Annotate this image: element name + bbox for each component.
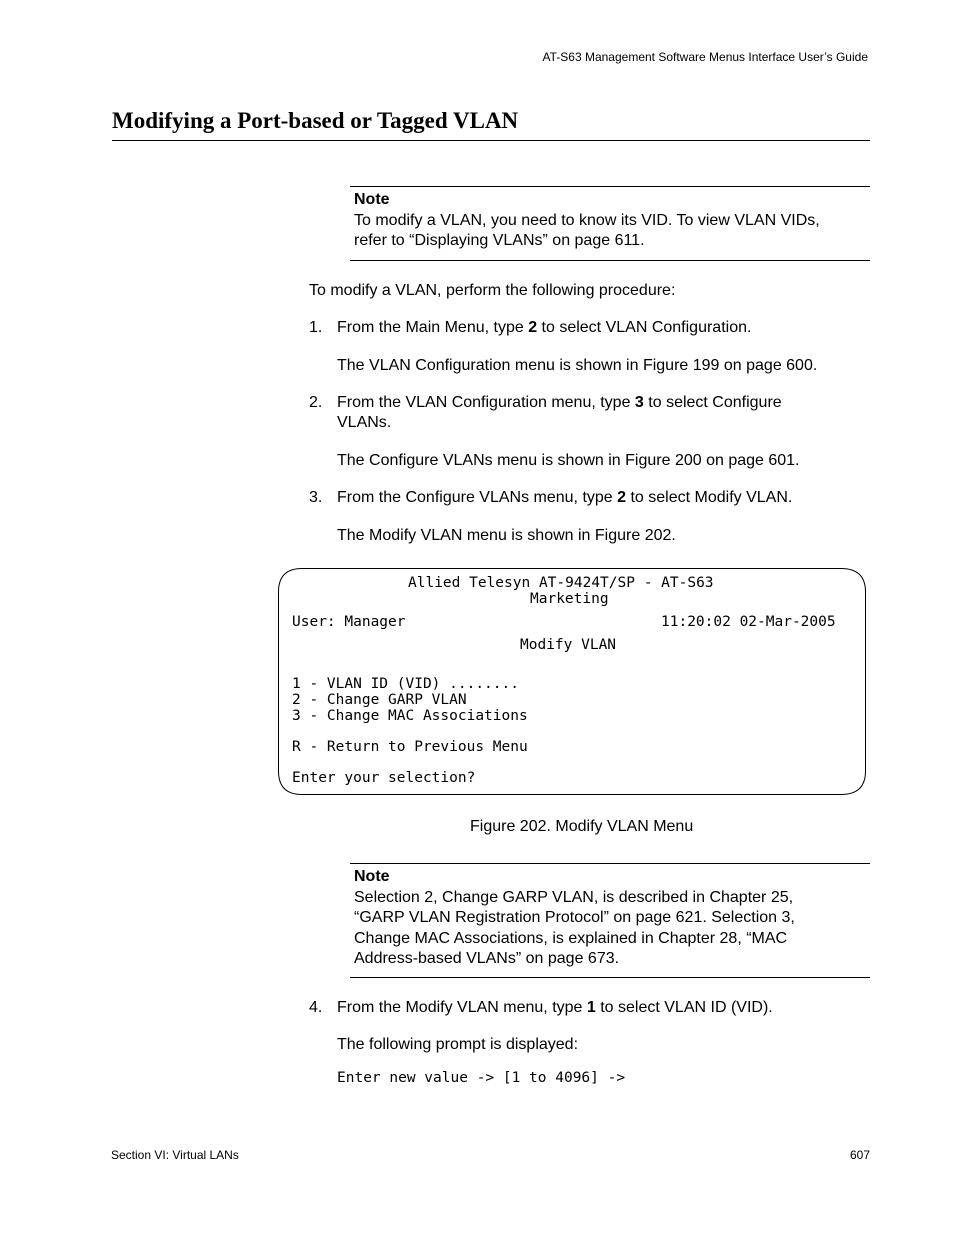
step-number: 2. — [309, 394, 323, 411]
step-text-pre: From the VLAN Configuration menu, type — [337, 394, 635, 411]
terminal-menu-title: Modify VLAN — [520, 637, 617, 653]
step-text — [337, 393, 857, 433]
terminal-user: User: Manager — [292, 614, 406, 630]
step-text-pre: From the Main Menu, type — [337, 319, 529, 336]
step-number: 3. — [309, 489, 323, 506]
running-header: AT-S63 Management Software Menus Interface User’s Guide — [542, 50, 868, 64]
heading-rule — [112, 140, 870, 141]
terminal-menu-item: 3 - Change MAC Associations — [292, 708, 528, 724]
terminal-location: Marketing — [530, 591, 609, 607]
note-label: Note — [354, 191, 390, 208]
step-text — [337, 488, 857, 508]
step-text-continuation: VLANs. — [337, 414, 392, 431]
note-text-line: Selection 2, Change GARP VLAN, is described in Chapter 25, — [354, 888, 794, 906]
terminal-prompt: Enter your selection? — [292, 770, 476, 786]
step-key: 3 — [634, 394, 644, 411]
page-number: 607 — [850, 1148, 871, 1162]
intro-paragraph: To modify a VLAN, perform the following procedure: — [309, 282, 676, 299]
value-prompt: Enter new value -> [1 to 4096] -> — [337, 1070, 626, 1086]
note-label: Note — [354, 868, 390, 885]
figure-caption: Figure 202. Modify VLAN Menu — [470, 818, 694, 835]
step-text-post: to select VLAN ID (VID). — [595, 999, 773, 1016]
note-box — [350, 863, 870, 978]
terminal-datetime: 11:20:02 02-Mar-2005 — [661, 614, 836, 630]
note-box — [350, 186, 870, 261]
step-text-pre: From the Modify VLAN menu, type — [337, 999, 587, 1016]
step-text-post: to select Configure — [643, 394, 782, 411]
step-number: 1. — [309, 319, 323, 336]
note-text-line: refer to “Displaying VLANs” on page 611. — [354, 232, 645, 249]
note-text-line: To modify a VLAN, you need to know its VID. To view VLAN VIDs, — [354, 211, 820, 229]
step-key: 2 — [617, 489, 627, 506]
note-text-line: Change MAC Associations, is explained in Chapter 28, “MAC — [354, 929, 788, 947]
step-key: 2 — [528, 319, 538, 336]
step-text — [337, 318, 857, 338]
terminal-menu-item: 1 - VLAN ID (VID) ........ — [292, 676, 519, 692]
note-text-line: “GARP VLAN Registration Protocol” on page 621. Selection 3, — [354, 909, 795, 926]
footer-section: Section VI: Virtual LANs — [111, 1148, 239, 1162]
step-subtext: The Modify VLAN menu is shown in Figure 202. — [337, 527, 676, 544]
step-text-post: to select Modify VLAN. — [626, 489, 793, 506]
terminal-screen-figure — [278, 568, 866, 795]
terminal-title: Allied Telesyn AT-9424T/SP - AT-S63 — [408, 575, 714, 591]
step-subtext: The Configure VLANs menu is shown in Figure 200 on page 601. — [337, 452, 800, 469]
step-subtext: The following prompt is displayed: — [337, 1036, 579, 1053]
step-text-post: to select VLAN Configuration. — [537, 319, 752, 336]
step-subtext: The VLAN Configuration menu is shown in Figure 199 on page 600. — [337, 357, 818, 374]
section-heading: Modifying a Port-based or Tagged VLAN — [112, 108, 519, 133]
terminal-menu-item: R - Return to Previous Menu — [292, 739, 528, 755]
terminal-menu-item: 2 - Change GARP VLAN — [292, 692, 467, 708]
step-number: 4. — [309, 999, 323, 1016]
note-text-line: Address-based VLANs” on page 673. — [354, 950, 620, 967]
step-text — [337, 998, 857, 1018]
step-key: 1 — [586, 999, 596, 1016]
step-text-pre: From the Configure VLANs menu, type — [337, 489, 618, 506]
